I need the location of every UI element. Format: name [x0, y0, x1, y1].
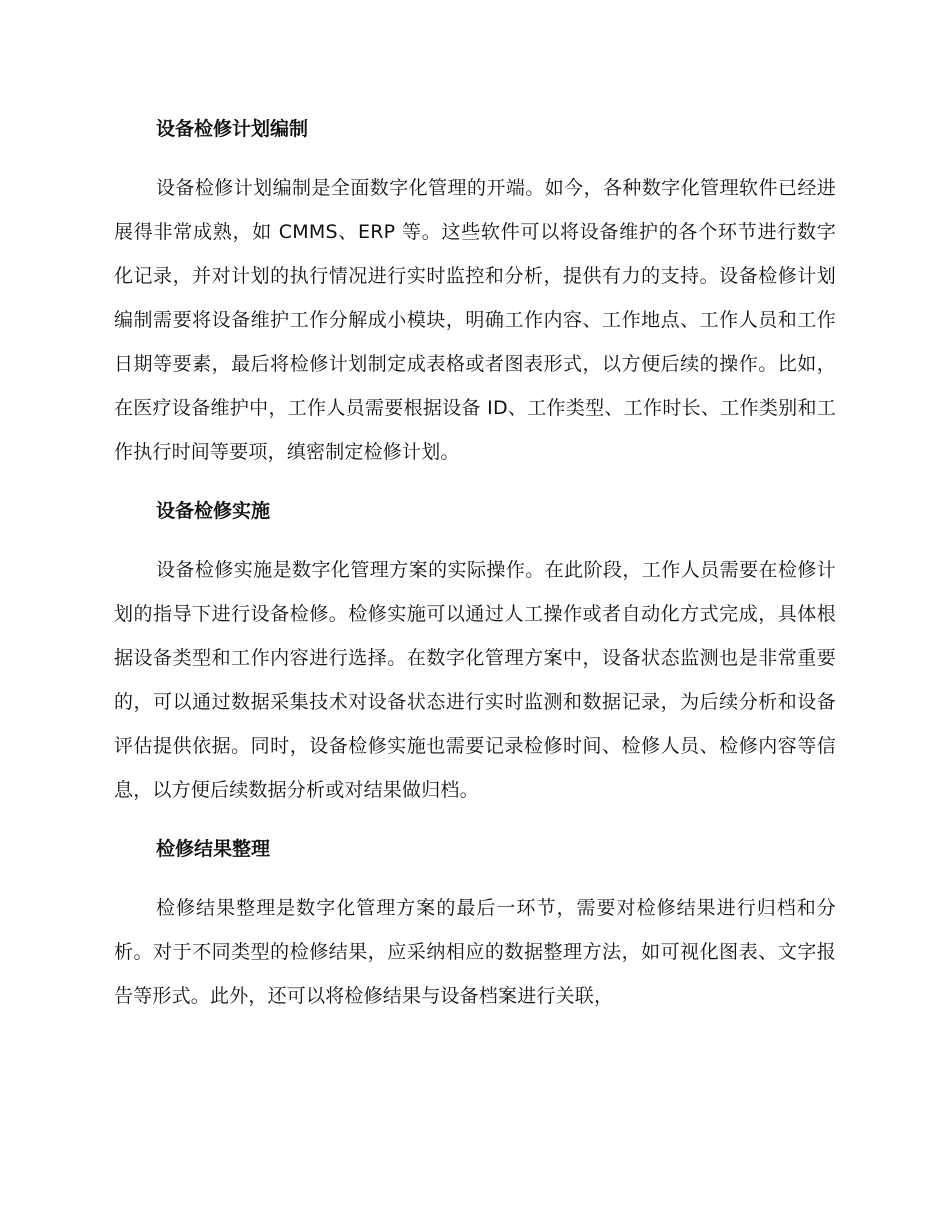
paragraph-maintenance-implementation: 设备检修实施是数字化管理方案的实际操作。在此阶段，工作人员需要在检修计划的指导下进行设备检修。检修实施可以通过人工操作或者自动化方式完成，具体根据设备类型和工作内容进行选择。在数字化管理方案中，设备状态监测也是非常重要的，可以通过数据采集技术对设备状态进行实时监测和数据记录，为后续分析和设备评估提供依据。同时，设备检修实施也需要记录检修时间、检修人员、检修内容等信息，以方便后续数据分析或对结果做归档。 [114, 559, 836, 801]
section-heading-maintenance-plan: 设备检修计划编制 [156, 118, 309, 140]
section-heading-result-organization: 检修结果整理 [156, 838, 271, 860]
paragraph-maintenance-plan: 设备检修计划编制是全面数字化管理的开端。如今，各种数字化管理软件已经进展得非常成熟，如 CMMS、ERP 等。这些软件可以将设备维护的各个环节进行数字化记录，并对计划的执行情况进行实时监控和分析，提供有力的支持。设备检修计划编制需要将设备维护工作分解成小模块，明确工作内容、工作地点、工作人员和工作日期等要素，最后将检修计划制定成表格或者图表形式，以方便后续的操作。比如，在医疗设备维护中，工作人员需要根据设备 ID、工作类型、工作时长、工作类别和工作执行时间等要项，缜密制定检修计划。 [114, 177, 836, 463]
paragraph-result-organization: 检修结果整理是数字化管理方案的最后一环节，需要对检修结果进行归档和分析。对于不同类型的检修结果，应采纳相应的数据整理方法，如可视化图表、文字报告等形式。此外，还可以将检修结果与设备档案进行关联， [114, 897, 836, 1007]
section-heading-maintenance-implementation: 设备检修实施 [156, 500, 271, 522]
